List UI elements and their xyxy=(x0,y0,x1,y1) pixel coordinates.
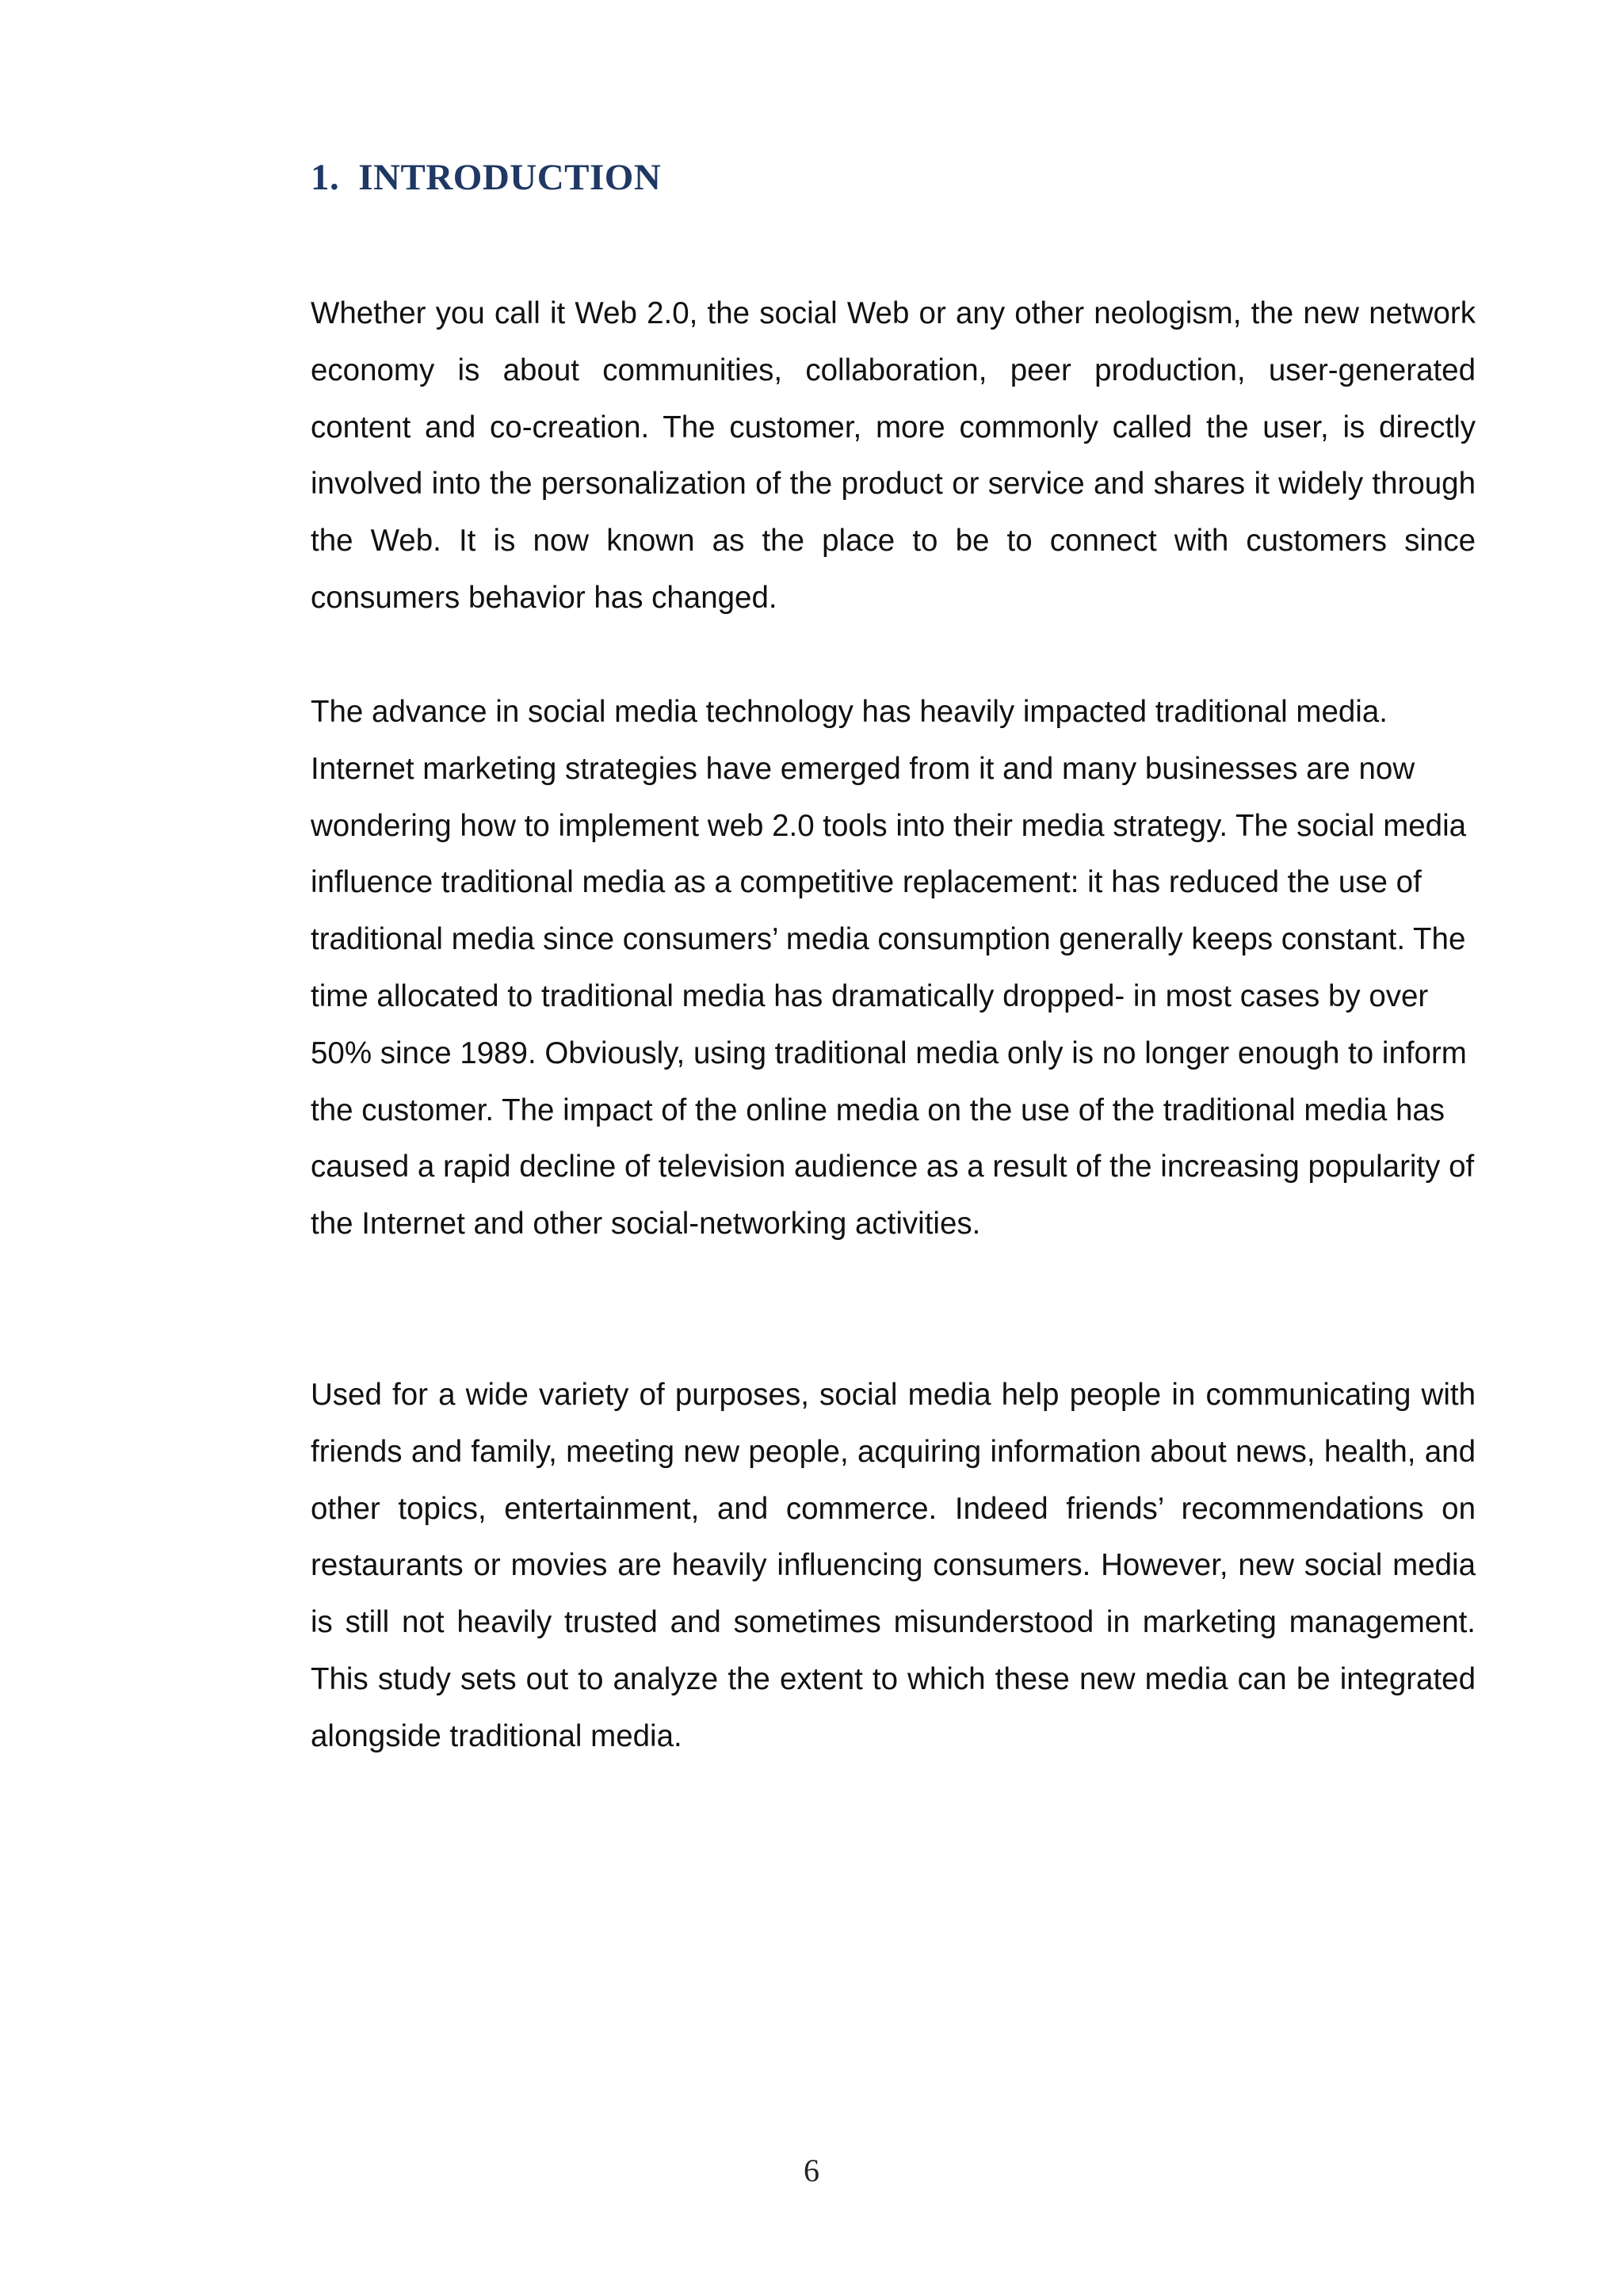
section-number: 1. xyxy=(311,157,340,198)
paragraph-social-media-uses: Used for a wide variety of purposes, social media help people in communicating with friends and family, meeting new people, acquiring information about news, health, and other topics, entertainment, and commerce. Indeed friends’ recommendations on restaurants or movies are heavily influencing consumers. However, new social media is still not heavily trusted and sometimes misunderstood in marketing management. This study sets out to analyze the extent to which these new media can be integrated alongside traditional media. xyxy=(311,1378,1476,1753)
section-heading xyxy=(311,152,661,203)
page-number: 6 xyxy=(804,2153,819,2188)
paragraph-social-media-impact: The advance in social media technology has heavily impacted traditional media. Internet marketing strategies have emerged from it and many businesses are now wondering how to implement web 2.0 tools into their media strategy. The social media influence traditional media as a competitive replacement: it has reduced the use of traditional media since consumers’ media consumption generally keeps constant. The time allocated to traditional media has dramatically dropped- in most cases by over 50% since 1989. Obviously, using traditional media only is no longer enough to inform the customer. The impact of the online media on the use of the traditional media has caused a rapid decline of television audience as a result of the increasing popularity of the Internet and other social-networking activities. xyxy=(311,695,1475,1241)
paragraph-web2-network-economy: Whether you call it Web 2.0, the social Web or any other neologism, the new network economy is about communities, collaboration, peer production, user-generated content and co-creation. The customer, more commonly called the user, is directly involved into the personalization of the product or service and shares it widely through the Web. It is now known as the place to be to connect with customers since consumers behavior has changed. xyxy=(311,296,1476,615)
section-title: INTRODUCTION xyxy=(358,157,662,198)
